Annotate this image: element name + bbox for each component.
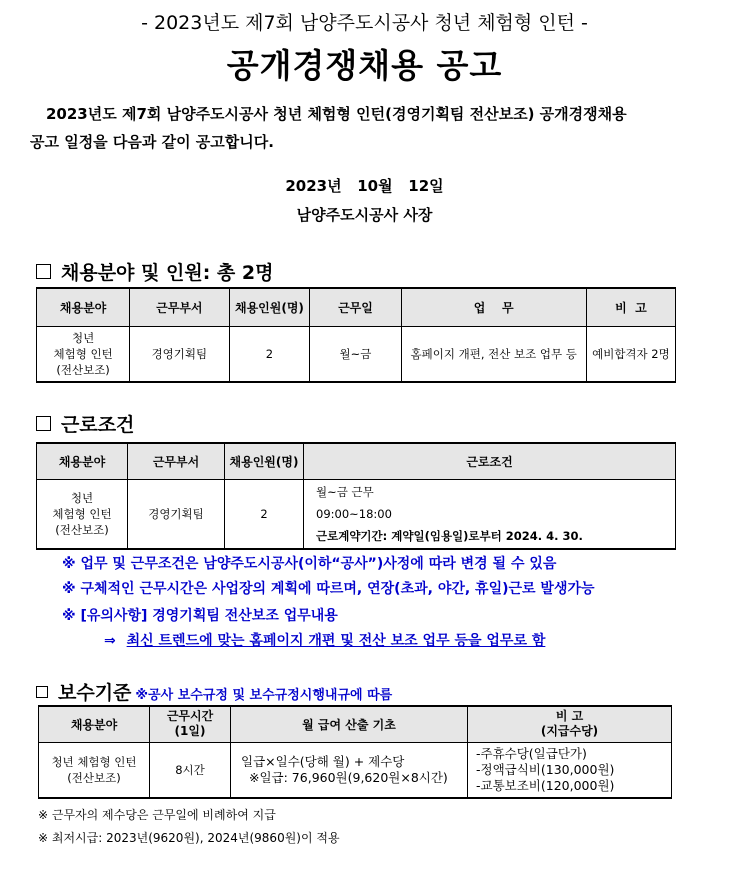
dept-cell: 경영기획팀 <box>128 479 225 549</box>
col-header: 월 급여 산출 기초 <box>231 706 468 742</box>
table-header-row <box>37 288 676 326</box>
section-title: 채용분야 및 인원: 총 2명 <box>61 262 274 284</box>
formula-cell <box>231 742 468 798</box>
checkbox-square-icon <box>36 686 48 698</box>
field-line: 청년 <box>70 490 94 505</box>
field-line: 청년 <box>71 330 95 345</box>
field-line: (전산보조) <box>56 362 110 377</box>
col-header: 근로조건 <box>304 443 676 479</box>
count-cell: 2 <box>225 479 304 549</box>
col-header: 채용인원(명) <box>229 288 310 326</box>
arrow-right-icon: ⇒ <box>104 633 116 649</box>
days-cell: 월~금 <box>310 326 401 382</box>
table-row <box>37 326 676 382</box>
section-title: 근로조건 <box>61 414 135 436</box>
pay-table <box>38 705 672 799</box>
allowance-item: -정액급식비(130,000원) <box>476 761 615 777</box>
field-cell <box>37 479 128 549</box>
dept-cell: 경영기획팀 <box>130 326 229 382</box>
note-change: ※ 업무 및 근무조건은 남양주도시공사(이하“공사”)사정에 따라 변경 될 수 있음 <box>62 556 557 572</box>
allowance-cell <box>468 742 672 798</box>
notice-title: 공개경쟁채용 공고 <box>226 46 503 85</box>
col-header: 채용인원(명) <box>225 443 304 479</box>
intro-line-2: 공고 일정을 다음과 같이 공고합니다. <box>30 133 274 151</box>
conditions-cell <box>304 479 676 549</box>
field-line: (전산보조) <box>67 770 121 785</box>
footnote-allowance: ※ 근무자의 제수당은 근무일에 비례하여 지급 <box>38 808 276 822</box>
condition-line: 월~금 근무 <box>316 484 374 499</box>
intro-line-1: 2023년도 제7회 남양주도시공사 청년 체험형 인턴(경영기획팀 전산보조) 공개경쟁채용 <box>46 105 627 123</box>
field-cell <box>39 742 150 798</box>
conditions-table <box>36 442 676 550</box>
notice-date: 2023년 10월 12일 <box>285 177 444 195</box>
recruitment-table <box>36 287 676 383</box>
formula-line: 일급×일수(당해 월) + 제수당 <box>241 753 405 769</box>
col-header: 비 고 (지급수당) <box>468 706 672 742</box>
col-header: 채용분야 <box>37 443 128 479</box>
field-line: 체험형 인턴 <box>53 346 113 361</box>
checkbox-square-icon <box>36 416 51 431</box>
col-header: 채용분야 <box>37 288 130 326</box>
table-header-row <box>37 443 676 479</box>
col-header: 근무부서 <box>130 288 229 326</box>
pay-regulation-note: ※공사 보수규정 및 보수규정시행내규에 따름 <box>135 688 393 703</box>
hours-cell: 8시간 <box>150 742 231 798</box>
col-header: 업 무 <box>401 288 586 326</box>
section-pay-heading <box>36 678 392 705</box>
remark-cell: 예비합격자 2명 <box>586 326 675 382</box>
field-line: 체험형 인턴 <box>52 506 112 521</box>
count-cell: 2 <box>229 326 310 382</box>
col-header: 근무시간 (1일) <box>150 706 231 742</box>
duty-description: 최신 트렌드에 맞는 홈페이지 개편 및 전산 보조 업무 등을 업무로 함 <box>126 633 546 649</box>
field-cell <box>37 326 130 382</box>
field-line: (전산보조) <box>55 522 109 537</box>
note-hours: ※ 구체적인 근무시간은 사업장의 계획에 따르며, 연장(초과, 야간, 휴일)근로 발생가능 <box>62 581 595 597</box>
col-header: 비 고 <box>586 288 675 326</box>
section-conditions-heading <box>36 410 134 437</box>
note-caution: ※ [유의사항] 경영기획팀 전산보조 업무내용 <box>62 608 338 624</box>
condition-line: 09:00~18:00 <box>316 506 392 521</box>
notice-subtitle: - 2023년도 제7회 남양주도시공사 청년 체험형 인턴 - <box>141 12 588 34</box>
notice-intro <box>30 100 710 156</box>
section-recruitment-heading <box>36 258 273 285</box>
allowance-item: -교통보조비(120,000원) <box>476 777 615 793</box>
col-header: 근무부서 <box>128 443 225 479</box>
contract-period: 근로계약기간: 계약일(임용일)로부터 2024. 4. 30. <box>316 528 583 543</box>
footnote-minimum-wage: ※ 최저시급: 2023년(9620원), 2024년(9860원)이 적용 <box>38 831 340 845</box>
notice-issuer: 남양주도시공사 사장 <box>296 206 433 224</box>
daily-wage: ※일급: 76,960원(9,620원×8시간) <box>249 769 448 785</box>
table-header-row <box>39 706 672 742</box>
checkbox-square-icon <box>36 264 51 279</box>
field-line: 청년 체험형 인턴 <box>51 754 137 769</box>
table-row <box>37 479 676 549</box>
col-header: 근무일 <box>310 288 401 326</box>
duty-cell: 홈페이지 개편, 전산 보조 업무 등 <box>401 326 586 382</box>
note-duty <box>104 630 545 650</box>
table-row <box>39 742 672 798</box>
allowance-item: -주휴수당(일급단가) <box>476 745 587 761</box>
col-header: 채용분야 <box>39 706 150 742</box>
section-title: 보수기준 <box>58 682 132 704</box>
